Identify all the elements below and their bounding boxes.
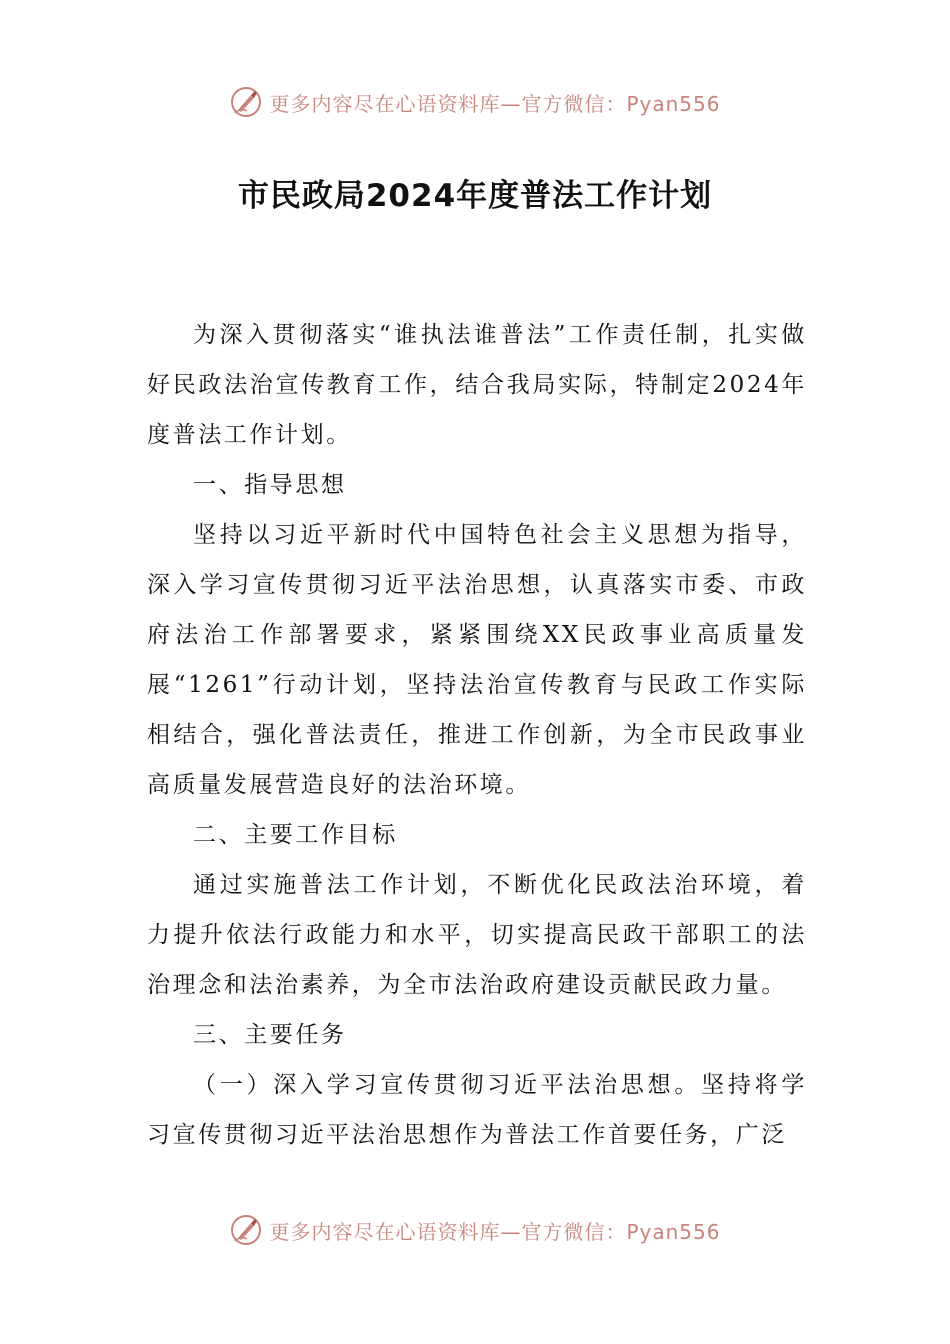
watermark-text: 更多内容尽在心语资料库—官方微信：Pyan556 xyxy=(269,1219,721,1244)
main-goals-paragraph: 通过实施普法工作计划，不断优化民政法治环境，着力提升依法行政能力和水平，切实提高民政干部职工的法治理念和法治素养，为全市法治政府建设贡献民政力量。 xyxy=(147,872,807,998)
section-heading-main-tasks: 三、主要任务 xyxy=(193,1022,347,1048)
section-heading-guiding-thought: 一、指导思想 xyxy=(193,472,347,498)
document-body xyxy=(147,310,807,1160)
document-title: 市民政局2024年度普法工作计划 xyxy=(237,178,713,214)
watermark-header xyxy=(0,82,950,122)
watermark-footer xyxy=(0,1210,950,1250)
intro-paragraph: 为深入贯彻落实“谁执法谁普法”工作责任制，扎实做好民政法治宣传教育工作，结合我局实际，特制定2024年度普法工作计划。 xyxy=(147,322,807,448)
task-one-paragraph: （一）深入学习宣传贯彻习近平法治思想。坚持将学习宣传贯彻习近平法治思想作为普法工作首要任务，广泛 xyxy=(147,1072,807,1148)
watermark-text: 更多内容尽在心语资料库—官方微信：Pyan556 xyxy=(269,91,721,116)
section-heading-main-goals: 二、主要工作目标 xyxy=(193,822,398,848)
pen-circle-logo-icon xyxy=(229,1213,263,1247)
guiding-thought-paragraph: 坚持以习近平新时代中国特色社会主义思想为指导，深入学习宣传贯彻习近平法治思想，认真落实市委、市政府法治工作部署要求，紧紧围绕XX民政事业高质量发展“1261”行动计划，坚持法治宣传教育与民政工作实际相结合，强化普法责任，推进工作创新，为全市民政事业高质量发展营造良好的法治环境。 xyxy=(147,522,807,798)
pen-circle-logo-icon xyxy=(229,85,263,119)
